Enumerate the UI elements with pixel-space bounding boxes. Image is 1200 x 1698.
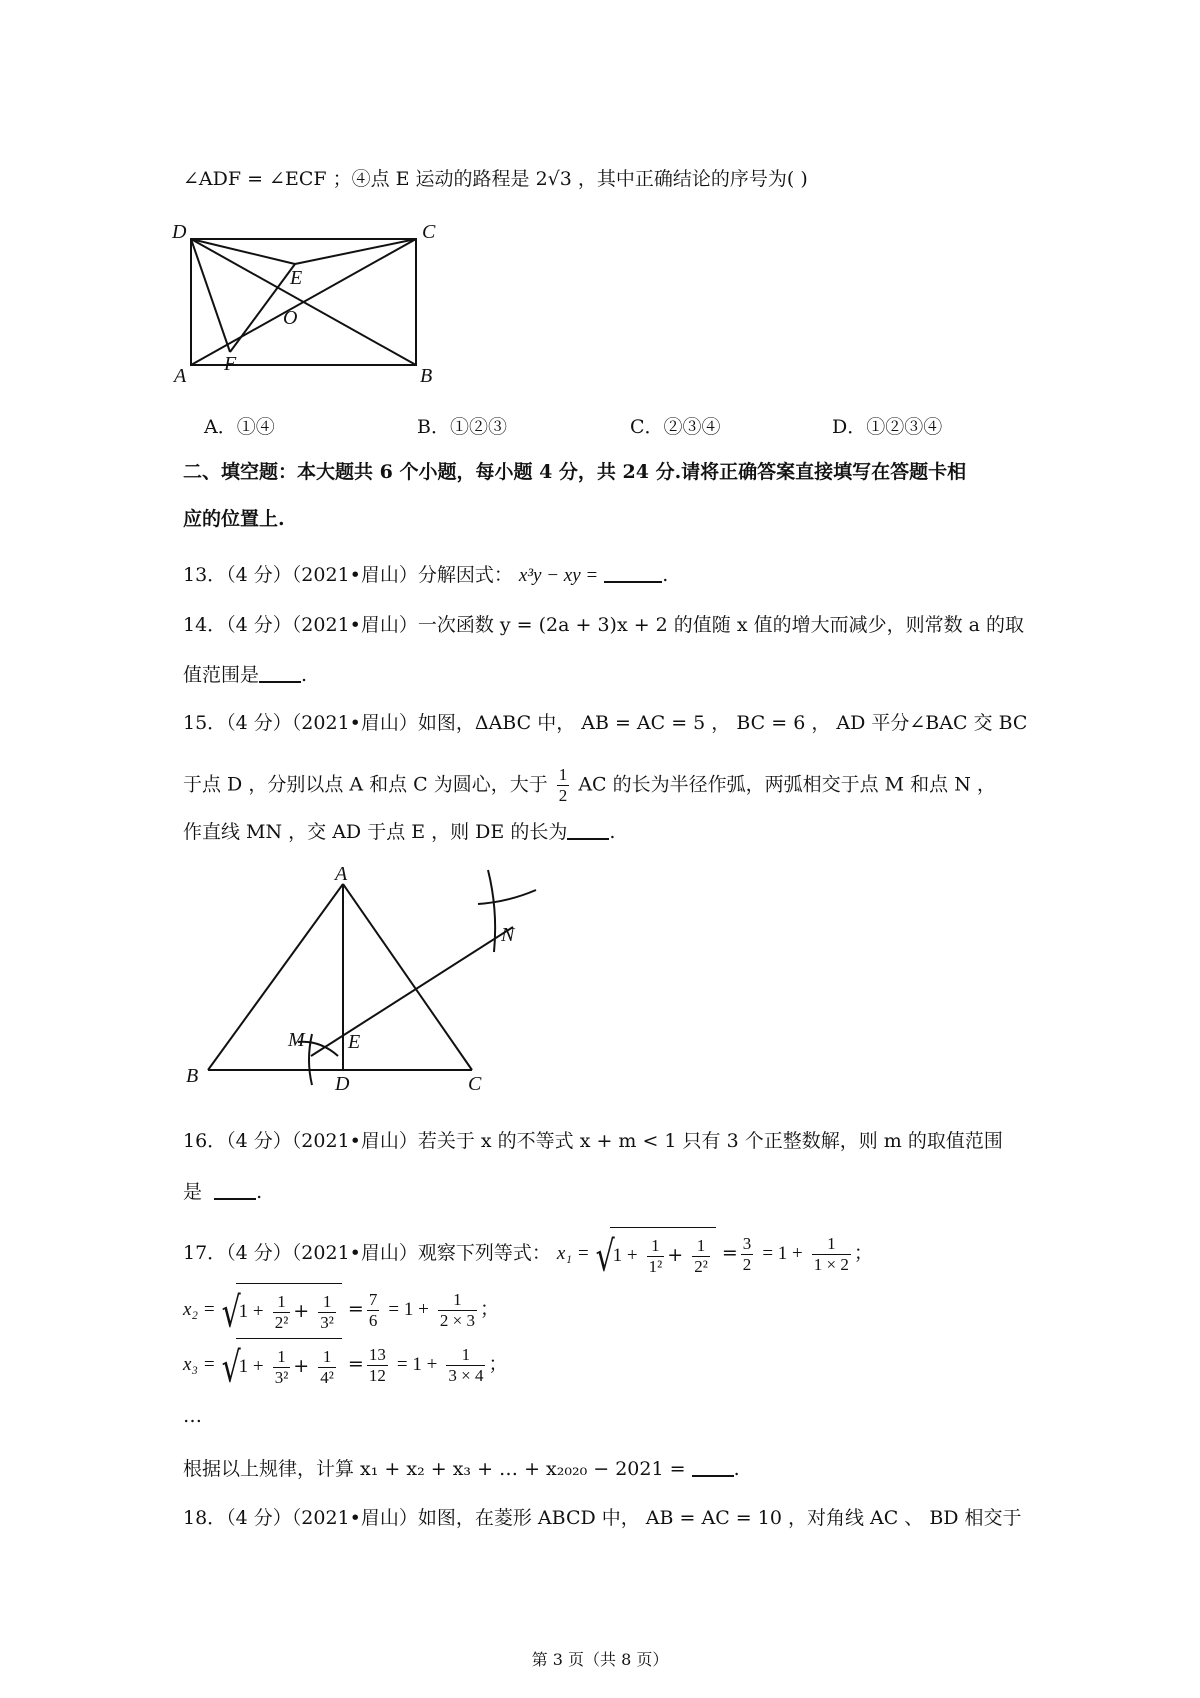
q15-frac-numerator: 1	[558, 765, 568, 784]
q12-tail-line: ∠ADF = ∠ECF ；④点 E 运动的路程是 2√3 ，其中正确结论的序号为( )	[183, 168, 808, 190]
q17-head: 17．（4 分）（2021•眉山）观察下列等式：	[183, 1242, 551, 1264]
q14-line2-text: 值范围是	[183, 664, 260, 686]
q17-calc-text: 根据以上规律，计算 x₁ + x₂ + x₃ + … + x₂₀₂₀ − 2021 =	[183, 1458, 686, 1480]
fig2-label-b: B	[186, 1065, 199, 1087]
q13-line	[183, 563, 668, 585]
q18-line1: 18．（4 分）（2021•眉山）如图，在菱形 ABCD 中， AB = AC = 10 ，对角线 AC 、 BD 相交于	[183, 1507, 1022, 1529]
fig2-label-m: M	[288, 1029, 305, 1051]
q17-eq2: x₂ = √ 1 + $\frac{1}{\text{2²}}$ + $\frac{1}{\text{3²}}$ = $\frac{7}{6}$ = 1 + $\frac{1}{2 \times 3}$ ；	[183, 1283, 499, 1337]
fig2-label-c: C	[468, 1073, 482, 1095]
q16-line1: 16．（4 分）（2021•眉山）若关于 x 的不等式 x + m < 1 只有 3 个正整数解，则 m 的取值范围	[183, 1130, 1003, 1152]
q14-line2-end: .	[301, 664, 308, 686]
q15-line2-a: 于点 D ，分别以点 A 和点 C 为圆心，大于	[183, 773, 548, 796]
q16-line2	[183, 1180, 262, 1202]
q15-line2	[183, 765, 996, 806]
q16-line2-end: .	[256, 1181, 263, 1203]
figure-triangle-abc	[178, 860, 558, 1095]
q17-eq1-sqrt: √ 1 + $\frac{1}{\text{1²}}$ + $\frac{1}{\text{2²}}$	[596, 1227, 716, 1281]
q17-answer-blank	[692, 1457, 734, 1477]
fig1-label-d: D	[172, 221, 187, 243]
q12-option-c: C．②③④	[630, 416, 721, 438]
fig1-label-b: B	[420, 365, 433, 387]
fig2-label-d: D	[335, 1073, 350, 1095]
q15-answer-blank	[567, 820, 609, 840]
q17-line1: 17．（4 分）（2021•眉山）观察下列等式： x₁ = √ 1 + $\frac{1}{\text{1²}}$ + $\frac{1}{\text{2²}}$ = $\frac{3}{2}$ = 1 + $\frac{1}{1 \times 2}$ ；	[183, 1227, 873, 1281]
q16-line2-text: 是	[183, 1181, 203, 1203]
q13-head: 13．（4 分）（2021•眉山）分解因式：	[183, 564, 513, 586]
q17-eq1-value: $\frac{3}{2}$	[742, 1233, 752, 1274]
page-footer: 第 3 页（共 8 页）	[531, 1650, 669, 1669]
q17-calc-end: .	[733, 1458, 740, 1480]
section2-header-line2: 应的位置上.	[183, 508, 285, 530]
q16-answer-blank	[214, 1180, 256, 1200]
q17-ellipsis: …	[183, 1405, 202, 1427]
fig2-label-a: A	[335, 863, 348, 885]
figure-rectangle-abcd	[172, 220, 458, 387]
q12-option-d: D．①②③④	[832, 416, 943, 438]
q17-eq1-lhs: x₁ =	[556, 1243, 590, 1264]
q14-line2	[183, 663, 307, 685]
fig2-label-n: N	[501, 924, 515, 946]
q15-frac-denominator: 2	[558, 786, 568, 805]
fig2-label-e: E	[348, 1031, 361, 1053]
q15-half-fraction	[557, 765, 570, 806]
q12-option-a: A．①④	[204, 416, 275, 438]
fig1-label-a: A	[174, 365, 187, 387]
fig1-label-o: O	[283, 307, 298, 329]
q17-eq3: x₃ = √ 1 + $\frac{1}{\text{3²}}$ + $\frac{1}{\text{4²}}$ = $\frac{13}{12}$ = 1 + $\frac{1}{3 \times 4}$ ；	[183, 1338, 507, 1392]
fig1-label-f: F	[224, 353, 237, 375]
fig1-label-c: C	[422, 221, 436, 243]
q13-tail: .	[662, 564, 669, 586]
q12-option-b: B．①②③	[417, 416, 507, 438]
q15-line2-b: AC 的长为半径作弧，两弧相交于点 M 和点 N ，	[578, 773, 996, 796]
q15-line1: 15．（4 分）（2021•眉山）如图，ΔABC 中， AB = AC = 5 ， BC = 6 ， AD 平分∠BAC 交 BC	[183, 712, 1028, 734]
q15-line3	[183, 820, 615, 842]
fig1-label-e: E	[290, 267, 303, 289]
q17-eq1-term: $\frac{1}{1 \times 2}$	[813, 1233, 849, 1274]
q14-answer-blank	[259, 663, 301, 683]
q15-line3-text: 作直线 MN ，交 AD 于点 E ，则 DE 的长为	[183, 821, 568, 843]
section2-header-line1: 二、填空题：本大题共 6 个小题，每小题 4 分，共 24 分.请将正确答案直接填写在答题卡相	[183, 461, 967, 483]
q13-answer-blank	[604, 563, 662, 583]
q15-line3-end: .	[609, 821, 616, 843]
q13-expr: x³y − xy =	[518, 565, 599, 586]
q17-calc-line	[183, 1457, 740, 1479]
q14-line1: 14．（4 分）（2021•眉山）一次函数 y = (2a + 3)x + 2 的值随 x 值的增大而减少，则常数 a 的取	[183, 614, 1025, 636]
